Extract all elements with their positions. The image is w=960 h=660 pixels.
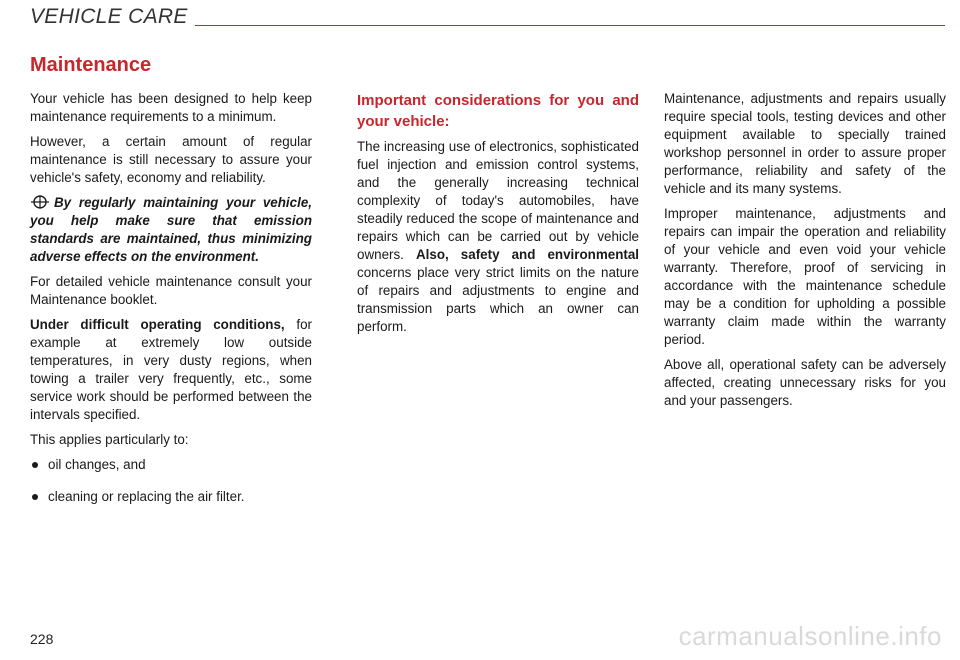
bullet-dot	[32, 494, 38, 500]
operational-safety-paragraph: Above all, operational safety can be adversely affected, creating unnecessary risks for you and your passengers.	[664, 357, 946, 408]
page-title: Maintenance	[30, 54, 152, 76]
special-tools-paragraph: Maintenance, adjustments and repairs usually require special tools, testing devices and other equipment available to specially trained workshop personnel in order to assure proper performance, reliability and safety of the vehicle and its many systems.	[664, 91, 946, 196]
column-1	[30, 90, 312, 520]
section-label: VEHICLE CARE	[30, 5, 188, 28]
bullet-dot	[32, 462, 38, 468]
page-header	[30, 5, 945, 35]
improper-maintenance-paragraph: Improper maintenance, adjustments and repairs can impair the operation and reliability of your vehicle and even void your vehicle warranty. Therefore, proof of servicing in accordance with the maintenance schedule may be a condition for upholding a possible warranty claim made within the warranty period.	[664, 206, 946, 347]
environment-note-text: By regularly maintaining your vehicle, you help make sure that emission standards are maintained, thus minimizing adverse effects on the environment.	[30, 195, 312, 264]
leaf-icon	[30, 195, 50, 209]
bullet-list	[30, 456, 312, 506]
list-item-text: cleaning or replacing the air filter.	[48, 489, 245, 504]
watermark: carmanualsonline.info	[678, 621, 942, 651]
applies-paragraph: This applies particularly to:	[30, 432, 189, 447]
difficult-conditions-label: Under difficult operating conditions,	[30, 317, 285, 332]
considerations-text-rest: concerns place very strict limits on the nature of repairs and adjustments to engine and transmission parts which an owner can perform.	[357, 265, 639, 334]
intro-paragraph: Your vehicle has been designed to help keep maintenance requirements to a minimum.	[30, 91, 312, 124]
safety-environmental-label: Also, safety and environmental	[415, 247, 640, 262]
considerations-heading: Important considerations for you and your vehicle:	[357, 92, 639, 130]
list-item	[30, 456, 312, 474]
difficult-conditions-text: for example at extremely low outside temperatures, in very dusty regions, when towing a trailer very frequently, etc., some service work should be performed between the intervals specified.	[30, 317, 312, 422]
considerations-paragraph	[357, 138, 639, 336]
column-3	[664, 90, 946, 417]
header-rule	[195, 25, 945, 26]
list-item-text: oil changes, and	[48, 457, 146, 472]
list-item	[30, 488, 312, 506]
environment-note	[30, 194, 312, 266]
column-2	[357, 90, 639, 343]
difficult-conditions-paragraph	[30, 316, 312, 424]
booklet-paragraph: For detailed vehicle maintenance consult your Maintenance booklet.	[30, 274, 312, 307]
regular-maintenance-paragraph: However, a certain amount of regular maintenance is still necessary to assure your vehicle's safety, economy and reliability.	[30, 134, 312, 185]
page-number: 228	[30, 631, 54, 647]
considerations-text: The increasing use of electronics, sophisticated fuel injection and emission control systems, and the generally increasing technical complexity of today's automobiles, have steadily reduced the scope of maintenance and repairs which can be carried out by vehicle owners.	[357, 139, 639, 262]
